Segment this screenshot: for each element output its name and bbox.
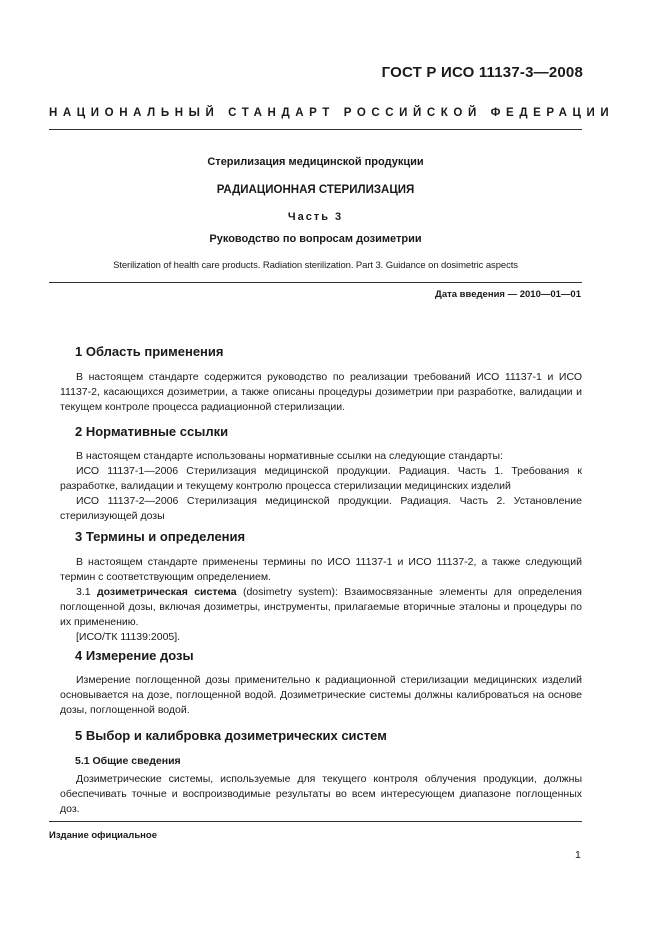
- title-english: Sterilization of health care products. Radiation sterilization. Part 3. Guidance on dosimetric aspects: [113, 260, 518, 271]
- term-number: 3.1: [76, 586, 91, 598]
- document-number: ГОСТ Р ИСО 11137-3—2008: [381, 64, 583, 81]
- section-5-heading: 5 Выбор и калибровка дозиметрических систем: [75, 728, 387, 743]
- section-5-paragraph: Дозиметрические системы, используемые для текущего контроля облучения продукции, должны обеспечивать точные и воспроизводимые результаты во всем интересующем диапазоне поглощенных доз.: [60, 773, 582, 815]
- section-4-heading: 4 Измерение дозы: [75, 648, 194, 663]
- title-part: Часть 3: [287, 211, 344, 223]
- divider-top: [49, 129, 582, 130]
- divider-date: [49, 282, 582, 283]
- section-3-paragraph-1: В настоящем стандарте применены термины по ИСО 11137-1 и ИСО 11137-2, а также следующий термин с соответствующим определением.: [60, 556, 582, 583]
- term-source: [ИСО/ТК 11139:2005].: [76, 631, 181, 643]
- section-3-body: [60, 555, 582, 645]
- section-2-body: [60, 449, 582, 524]
- page-number: 1: [575, 849, 581, 861]
- title-line-2: РАДИАЦИОННАЯ СТЕРИЛИЗАЦИЯ: [216, 184, 415, 196]
- section-3-heading: 3 Термины и определения: [75, 529, 246, 544]
- section-4-body: [60, 673, 582, 718]
- section-2-paragraph-2: ИСО 11137-1—2006 Стерилизация медицинской продукции. Радиация. Часть 1. Требования к разработке, валидации и текущему контролю процесса стерилизации медицинских изделий: [60, 465, 582, 492]
- term-definition-text: (dosimetry system): Взаимосвязанные элементы для определения поглощенной дозы, включая дозиметры, инструменты, прилагаемые вторичные эталоны и процедуры по их применению.: [60, 586, 582, 628]
- section-5-body: [60, 772, 582, 817]
- term-definition: [60, 585, 582, 630]
- section-4-paragraph: Измерение поглощенной дозы применительно к радиационной стерилизации медицинских изделий основывается на дозе, поглощенной водой. Дозиметрические системы должны калиброваться на основе дозы, поглощенной водой.: [60, 674, 582, 716]
- section-2-paragraph-1: В настоящем стандарте использованы нормативные ссылки на следующие стандарты:: [76, 450, 503, 462]
- section-1-heading: 1 Область применения: [75, 344, 224, 359]
- title-line-1: Стерилизация медицинской продукции: [207, 156, 424, 168]
- subsection-5-1-heading: 5.1 Общие сведения: [75, 755, 181, 767]
- term-name: дозиметрическая система: [96, 586, 237, 598]
- section-1-body: [60, 370, 582, 415]
- section-2-heading: 2 Нормативные ссылки: [75, 424, 229, 439]
- section-2-paragraph-3: ИСО 11137-2—2006 Стерилизация медицинской продукции. Радиация. Часть 2. Установление стерилизующей дозы: [60, 495, 582, 522]
- divider-footer: [49, 821, 582, 822]
- official-edition-note: Издание официальное: [49, 830, 157, 841]
- section-1-paragraph: В настоящем стандарте содержится руководство по реализации требований ИСО 11137-1 и ИСО 11137-2, касающихся дозиметрии, а также описаны процедуры дозиметрии при разработке, валидации и текущем контроле процесса радиационной стерилизации.: [60, 371, 582, 413]
- intro-date: Дата введения — 2010—01—01: [435, 289, 581, 300]
- title-line-4: Руководство по вопросам дозиметрии: [209, 233, 422, 245]
- national-standard-banner: НАЦИОНАЛЬНЫЙ СТАНДАРТ РОССИЙСКОЙ ФЕДЕРАЦИИ: [49, 107, 615, 119]
